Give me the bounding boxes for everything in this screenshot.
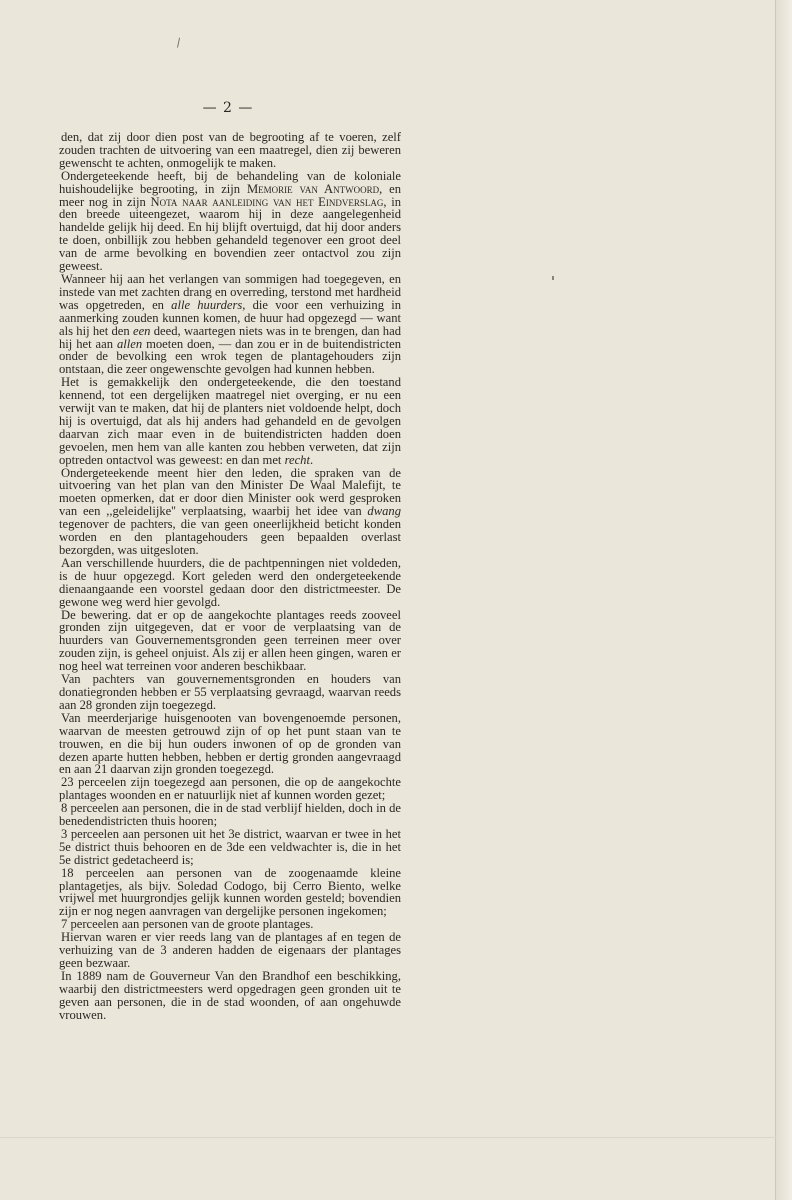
paragraph: 7 perceelen aan personen van de groote plantages.	[61, 917, 314, 932]
text-span: , in den breede uiteengezet, waarom hij in deze aangelegenheid handelde gelijk hij deed. En hij blijft overtuigd, dat hij door anders te doen, onbillijk zou hebben gehandeld tegenover een groot deel van de arme bevolking en bovendien zeer ontactvol zou zijn geweest.	[59, 194, 401, 274]
paragraph: Van meerderjarige huisgenooten van bovengenoemde personen, waarvan de meesten getrouwd zijn of op het punt staan van te trouwen, en die bij hun ouders inwonen of op de gronden van dezen aparte hutten hebben, hebben er dertig gronden aangevraagd en aan 21 daarvan zijn gronden toegezegd.	[59, 710, 401, 777]
italic-text: dwang	[367, 504, 401, 519]
text-span: Het is gemakkelijk den ondergeteekende, die den toestand kennend, tot een dergelijken maatregel niet overging, er nu een verwijt van te maken, dat hij de planters niet voldoende helpt, doch hij is overtuigd, dat als hij anders had gehandeld en de gevolgen daarvan zich maar even in de buitendistricten hadden doen gevoelen, men hem van alle kanten zou hebben verweten, dat zijn optreden ontactvol was geweest: en dan met	[59, 375, 401, 467]
paragraph: De bewering. dat er op de aangekochte plantages reeds zooveel gronden zijn uitgegeven, dat er voor de verplaatsing van de huurders van Gouvernementsgronden geen terreinen meer over zouden zijn, is geheel onjuist. Als zij er allen heen gingen, waren er nog heel wat terreinen voor anderen beschikbaar.	[59, 607, 401, 674]
text-span: , die voor een verhuizing in aanmerking zouden kunnen komen, de huur had opgezegd — want als hij het den	[59, 297, 402, 338]
paragraph: Aan verschillende huurders, die de pachtpenningen niet voldeden, is de huur opgezegd. Kort geleden werd den ondergeteekende dienaangaande een voorstel gedaan door den districtmeester. De gewone weg werd hier gevolgd.	[59, 555, 401, 609]
text-span: .	[309, 452, 314, 467]
body-text	[59, 131, 401, 1022]
text-span: , en meer nog in zijn	[59, 181, 401, 209]
paragraph: Hiervan waren er vier reeds lang van de plantages af en tegen de verhuizing van de 3 anderen hadden de eigenaars der plantages geen bezwaar.	[59, 930, 401, 970]
small-caps-title: Memorie van Antwoord	[246, 181, 380, 196]
paragraph	[59, 273, 401, 376]
italic-text: allen	[116, 336, 143, 351]
paragraph	[59, 467, 401, 557]
paragraph	[59, 170, 401, 273]
paragraph	[59, 376, 401, 466]
page-edge	[775, 0, 792, 1200]
ink-dot	[552, 276, 554, 280]
paragraph: 23 perceelen zijn toegezegd aan personen, die op de aangekochte plantages woonden en er natuurlijk niet af kunnen worden gezet;	[59, 775, 401, 803]
paragraph: 8 perceelen aan personen, die in de stad verblijf hielden, doch in de benedendistricten thuis hooren;	[59, 801, 401, 829]
paragraph: den, dat zij door dien post van de begrooting af te voeren, zelf zouden trachten de uitvoering van een maatregel, dien zij beweren gewenscht te achten, onmogelijk te maken.	[59, 130, 401, 170]
italic-text: recht	[284, 452, 310, 467]
text-span: Wanneer hij aan het verlangen van sommigen had toegegeven, en instede van met zachten drang en overreding, terstond met hardheid was opgetreden, en	[59, 271, 401, 312]
text-span: moeten doen, — dan zou er in de buitendistricten onder de bevolking een wrok tegen de plantagehouders zijn ontstaan, die zeer ongewenschte gevolgen had kunnen hebben.	[59, 336, 401, 377]
page-fold	[0, 1137, 776, 1138]
paragraph: 3 perceelen aan personen uit het 3e district, waarvan er twee in het 5e district thuis behooren en de 3de een veldwachter is, die in het 5e district gedetacheerd is;	[59, 826, 401, 867]
page-number: — 2 —	[202, 100, 254, 116]
text-span: Ondergeteekende heeft, bij de behandeling van de koloniale huishoudelijke begrooting, in zijn	[59, 168, 401, 196]
italic-text: alle huurders	[171, 297, 243, 312]
pencil-mark	[177, 38, 183, 49]
text-span: deed, waartegen niets was in te brengen, dan had hij het aan	[59, 323, 401, 351]
text-span: tegenover de pachters, die van geen oneerlijkheid beticht konden worden en den plantagehouders geen bepaalden overlast bezorgden, was uitgesloten.	[59, 517, 401, 557]
italic-text: een	[132, 323, 151, 338]
paragraph: Van pachters van gouvernementsgronden en houders van donatiegronden hebben er 55 verplaatsing gevraagd, waarvan reeds aan 28 gronden zijn toegezegd.	[59, 672, 401, 712]
paragraph: 18 perceelen aan personen van de zoogenaamde kleine plantagetjes, als bijv. Soledad Codogo, bij Cerro Biento, welke vrijwel met huurgrondjes gelijk kunnen worden gesteld; bovendien zijn er nog negen aanvragen van dergelijke personen ingekomen;	[59, 865, 401, 919]
small-caps-title: Nota naar aanleiding van het Eindverslag	[150, 194, 384, 209]
paragraph: In 1889 nam de Gouverneur Van den Brandhof een beschikking, waarbij den districtmeesters werd opgedragen geen gronden uit te geven aan personen, die in de stad woonden, of aan ongehuwde vrouwen.	[59, 968, 401, 1022]
text-span: Ondergeteekende meent hier den leden, die spraken van de uitvoering van het plan van den Minister De Waal Malefijt, te moeten opmerken, dat er door dien Minister ook werd gesproken van een ,,geleidelijke'' verplaatsing, waarbij het idee van	[59, 465, 401, 519]
